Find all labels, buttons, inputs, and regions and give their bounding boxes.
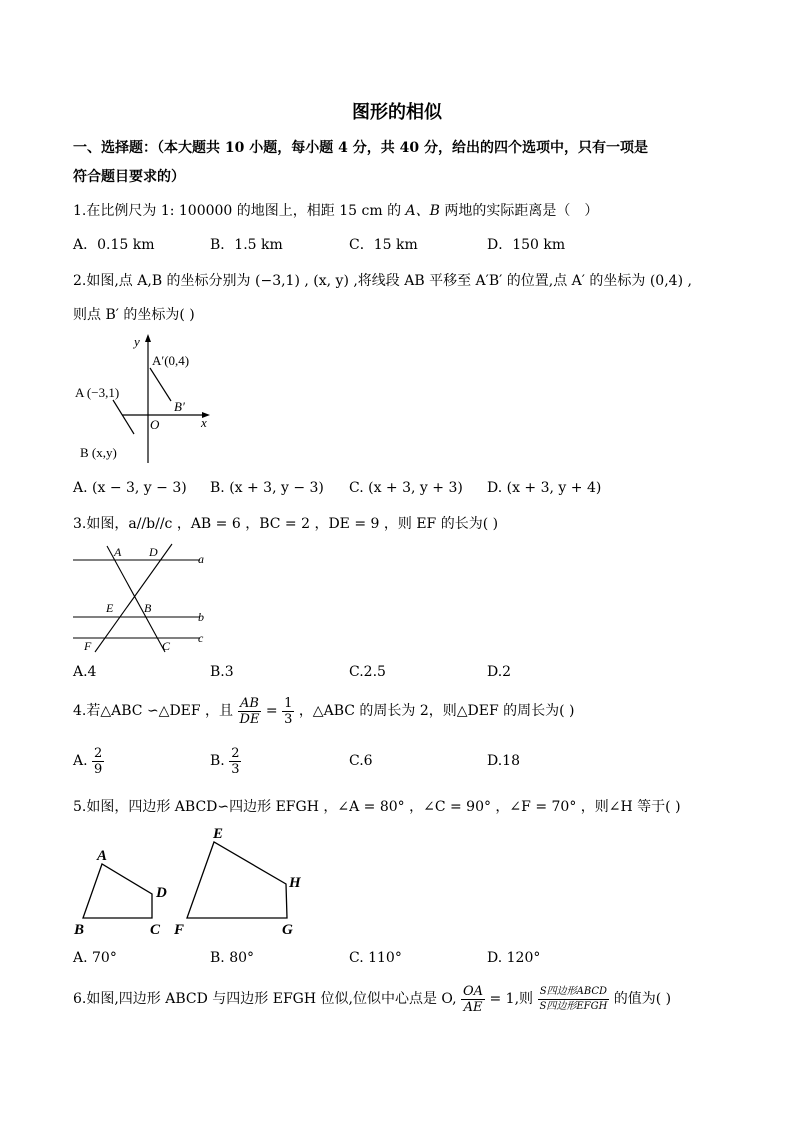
q2-coordinate-figure [70, 330, 220, 470]
q6-ratio-numerator: OA [463, 983, 484, 999]
segment-ab [113, 400, 134, 434]
q5-quadrilaterals-figure [70, 820, 320, 940]
q4-ratio-numerator: AB [238, 696, 262, 712]
q6-text-c: 的值为( ) [613, 991, 672, 1007]
label-B: B [74, 922, 85, 938]
q3-option-a[interactable]: A.4 [73, 664, 97, 680]
question-3: 3.如图，a//b//c ，AB = 6 ，BC = 2 ，DE = 9 ，则 EF 的长为( ) [73, 516, 499, 532]
label-B: B [144, 601, 152, 615]
q5-option-b[interactable]: B. 80° [210, 950, 255, 966]
q3-parallel-lines-figure [70, 540, 220, 658]
q5-option-d[interactable]: D. 120° [487, 950, 541, 966]
label-D: D [156, 885, 167, 901]
q2-option-a[interactable]: A. (x − 3, y − 3) [73, 480, 187, 496]
question-4 [73, 693, 575, 729]
q4-option-a-fraction [92, 746, 104, 777]
q6-text-b: = 1,则 [489, 991, 534, 1007]
quad-abcd [83, 864, 152, 918]
label-H: H [289, 875, 301, 891]
q5-option-c[interactable]: C. 110° [349, 950, 402, 966]
q1-distance: 15 cm [339, 203, 383, 219]
q4-equals: = [265, 703, 278, 719]
label-a: A (−3,1) [75, 385, 120, 400]
question-2-line2: 则点 B′ 的坐标为( ) [73, 307, 195, 323]
q6-ratio-fraction [461, 984, 485, 1015]
q1-text-a: 1.在比例尺为 [73, 203, 157, 219]
question-1 [73, 200, 598, 220]
transversal-ac [107, 546, 165, 652]
q1-text-b: 的地图上，相距 [236, 203, 335, 219]
label-E: E [106, 601, 114, 615]
q1-text-d: 两地的实际距离是（ ） [444, 203, 599, 219]
label-A: A [114, 545, 122, 559]
label-A: A [97, 848, 108, 864]
q6-ratio-denominator: AE [463, 999, 483, 1015]
q6-text-a: 6.如图,四边形 ABCD 与四边形 EFGH 位似,位似中心点是 O, [73, 991, 457, 1007]
label-E: E [213, 826, 224, 842]
q3-option-b[interactable]: B.3 [210, 664, 234, 680]
label-F: F [174, 922, 185, 938]
label-y: y [134, 334, 140, 349]
q6-area-denominator: S四边形EFGH [539, 1000, 608, 1012]
page-title: 图形的相似 [352, 102, 442, 123]
q4-option-b-denominator: 3 [231, 761, 240, 777]
quad-efgh [187, 842, 287, 918]
label-F: F [84, 639, 92, 653]
q3-option-c[interactable]: C.2.5 [349, 664, 386, 680]
question-5: 5.如图，四边形 ABCD∽四边形 EFGH ，∠A = 80° ，∠C = 90° ，∠F = 70° ，则∠H 等于( ) [73, 799, 681, 815]
label-a: a [198, 552, 204, 566]
q4-value-numerator: 1 [284, 695, 293, 711]
question-6 [73, 980, 671, 1018]
q1-option-a[interactable]: A．0.15 km [73, 237, 155, 253]
q4-option-d[interactable]: D.18 [487, 753, 520, 769]
label-C: C [150, 922, 161, 938]
q3-option-d[interactable]: D.2 [487, 664, 512, 680]
label-o: O [150, 417, 160, 432]
question-2-line1: 2.如图,点 A,B 的坐标分别为 (−3,1) , (x, y) ,将线段 AB 平移至 A′B′ 的位置,点 A′ 的坐标为 (0,4) , [73, 273, 692, 289]
q2-option-d[interactable]: D. (x + 3, y + 4) [487, 480, 602, 496]
label-b: b [198, 610, 204, 624]
q4-option-b-label: B. [210, 753, 225, 769]
q4-option-c[interactable]: C.6 [349, 753, 373, 769]
label-D: D [149, 545, 158, 559]
q4-option-b[interactable] [210, 744, 241, 778]
q4-ratio-denominator: DE [239, 711, 260, 727]
label-a-prime: A′(0,4) [152, 353, 190, 368]
q4-option-b-numerator: 2 [231, 745, 240, 761]
q4-option-a-label: A. [73, 753, 88, 769]
q4-option-b-fraction [229, 746, 241, 777]
q4-value-fraction [282, 696, 294, 727]
q4-text-a: 4.若△ABC ∽△DEF ，且 [73, 703, 234, 719]
y-axis-arrow [145, 334, 151, 342]
section-heading-line2: 符合题目要求的） [73, 169, 185, 185]
q4-option-a-denominator: 9 [94, 761, 103, 777]
label-b: B (x,y) [80, 445, 117, 460]
q4-value-denominator: 3 [284, 711, 293, 727]
label-C: C [162, 639, 171, 653]
label-c: c [198, 631, 204, 645]
q5-option-a[interactable]: A. 70° [73, 950, 117, 966]
q4-text-b: ，△ABC 的周长为 2，则△DEF 的周长为( ) [298, 703, 575, 719]
q2-option-c[interactable]: C. (x + 3, y + 3) [349, 480, 463, 496]
q2-option-b[interactable]: B. (x + 3, y − 3) [210, 480, 324, 496]
q1-option-c[interactable]: C．15 km [349, 237, 418, 253]
q4-ratio-fraction [238, 696, 262, 727]
q1-option-d[interactable]: D．150 km [487, 237, 566, 253]
label-x: x [201, 415, 207, 430]
q4-option-a-numerator: 2 [94, 745, 103, 761]
q1-points: A、B [405, 203, 440, 219]
q6-area-fraction [538, 985, 610, 1014]
q1-scale: 1: 100000 [160, 203, 233, 219]
label-G: G [282, 922, 293, 938]
section-heading-line1: 一、选择题：（本大题共 10 小题，每小题 4 分，共 40 分，给出的四个选项中，只有一项是 [73, 140, 648, 156]
segment-a1b1 [150, 368, 171, 401]
q4-option-a[interactable] [73, 744, 104, 778]
q1-text-c: 的 [387, 203, 402, 219]
q1-option-b[interactable]: B．1.5 km [210, 237, 283, 253]
q6-area-numerator: S四边形ABCD [538, 985, 610, 1000]
label-b-prime: B′ [174, 399, 185, 414]
